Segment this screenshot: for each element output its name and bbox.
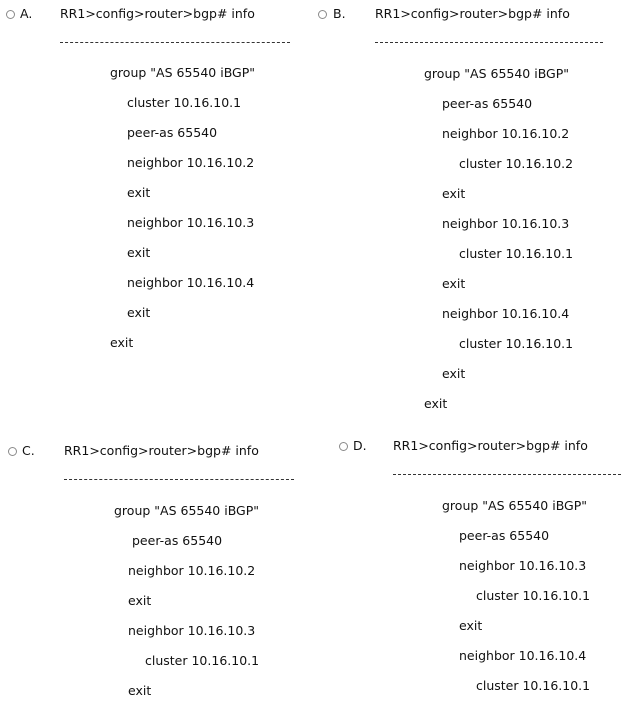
option-c-line: cluster 10.16.10.1: [145, 653, 260, 668]
option-a-line: group "AS 65540 iBGP": [110, 65, 256, 80]
option-b-line: exit: [424, 396, 448, 411]
option-a-letter: A.: [20, 6, 33, 21]
option-b-line: cluster 10.16.10.2: [459, 156, 574, 171]
option-d-letter: D.: [353, 438, 367, 453]
option-b-line: exit: [442, 366, 466, 381]
option-b-line: exit: [442, 186, 466, 201]
option-b-line: group "AS 65540 iBGP": [424, 66, 570, 81]
option-a-line: neighbor 10.16.10.3: [127, 215, 255, 230]
option-d-line: peer-as 65540: [459, 528, 550, 543]
option-c-line: exit: [128, 593, 152, 608]
option-c-line: neighbor 10.16.10.3: [128, 623, 256, 638]
option-b-prompt: RR1>config>router>bgp# info: [375, 6, 570, 21]
option-a-prompt: RR1>config>router>bgp# info: [60, 6, 255, 21]
option-a-line: exit: [110, 335, 134, 350]
option-c-divider: [64, 479, 294, 480]
option-a-line: neighbor 10.16.10.4: [127, 275, 255, 290]
option-a-line: peer-as 65540: [127, 125, 218, 140]
option-d-line: exit: [459, 618, 483, 633]
option-b-line: peer-as 65540: [442, 96, 533, 111]
option-c-radio[interactable]: [8, 447, 17, 456]
option-b-letter: B.: [333, 6, 346, 21]
option-a-line: exit: [127, 245, 151, 260]
option-b-line: exit: [442, 276, 466, 291]
option-a-divider: [60, 42, 290, 43]
option-d-radio[interactable]: [339, 442, 348, 451]
option-b-radio[interactable]: [318, 10, 327, 19]
option-c-line: neighbor 10.16.10.2: [128, 563, 256, 578]
option-b-line: neighbor 10.16.10.4: [442, 306, 570, 321]
option-d-line: neighbor 10.16.10.4: [459, 648, 587, 663]
option-c-line: peer-as 65540: [132, 533, 223, 548]
option-b-divider: [375, 42, 603, 43]
option-b-line: cluster 10.16.10.1: [459, 246, 574, 261]
option-a-line: cluster 10.16.10.1: [127, 95, 242, 110]
option-b-line: cluster 10.16.10.1: [459, 336, 574, 351]
option-d-divider: [393, 474, 621, 475]
option-d-line: cluster 10.16.10.1: [476, 588, 591, 603]
option-d-line: group "AS 65540 iBGP": [442, 498, 588, 513]
option-c-line: exit: [128, 683, 152, 698]
option-b-line: neighbor 10.16.10.2: [442, 126, 570, 141]
option-c-letter: C.: [22, 443, 35, 458]
option-a-line: exit: [127, 185, 151, 200]
option-a-radio[interactable]: [6, 10, 15, 19]
option-d-prompt: RR1>config>router>bgp# info: [393, 438, 588, 453]
option-d-line: cluster 10.16.10.1: [476, 678, 591, 693]
option-a-line: neighbor 10.16.10.2: [127, 155, 255, 170]
option-b-line: neighbor 10.16.10.3: [442, 216, 570, 231]
option-c-prompt: RR1>config>router>bgp# info: [64, 443, 259, 458]
option-a-line: exit: [127, 305, 151, 320]
option-d-line: neighbor 10.16.10.3: [459, 558, 587, 573]
option-c-line: group "AS 65540 iBGP": [114, 503, 260, 518]
